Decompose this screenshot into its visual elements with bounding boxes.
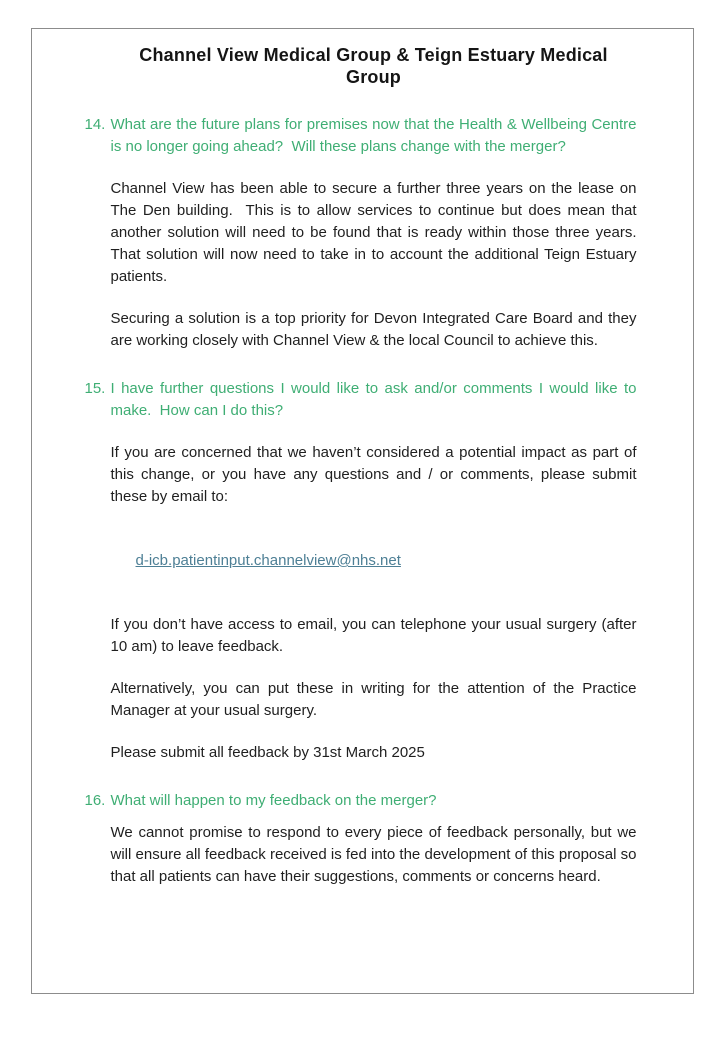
page-title: Channel View Medical Group & Teign Estuary Medical Group — [139, 45, 608, 87]
question-heading-14 — [84, 114, 641, 158]
feedback-deadline-text: Please submit all feedback by 31st March 2025 — [110, 744, 425, 761]
faq-item-16 — [84, 790, 641, 888]
document-page — [31, 28, 694, 994]
email-link[interactable]: d-icb.patientinput.channelview@nhs.net — [135, 552, 401, 569]
question-text: What are the future plans for premises now that the Health & Wellbeing Centre is no longer going ahead? Will these plans change with the merger? — [110, 116, 641, 155]
question-text: I have further questions I would like to ask and/or comments I would like to make. How can I do this? — [110, 380, 641, 419]
question-number: 16. — [84, 792, 106, 809]
email-link-paragraph — [111, 528, 637, 594]
faq-item-15 — [84, 378, 641, 764]
answer-paragraph: If you are concerned that we haven’t considered a potential impact as part of this change, or you have any questions and / or comments, please submit these by email to: — [110, 444, 641, 505]
faq-item-14 — [84, 114, 645, 352]
answer-paragraph: If you don’t have access to email, you can telephone your usual surgery (after 10 am) to leave feedback. — [110, 616, 641, 655]
question-heading-16 — [85, 790, 637, 812]
answer-paragraph: Alternatively, you can put these in writing for the attention of the Practice Manager at your usual surgery. — [110, 680, 641, 719]
answer-paragraph: We cannot promise to respond to every piece of feedback personally, but we will ensure all feedback received is fed into the development of this proposal so that all patients can have their suggestions, comments or concerns heard. — [110, 824, 641, 885]
question-heading-15 — [84, 378, 641, 422]
question-text: What will happen to my feedback on the merger? — [110, 792, 437, 809]
question-number: 14. — [84, 116, 106, 133]
answer-paragraph: Securing a solution is a top priority for Devon Integrated Care Board and they are working closely with Channel View & the local Council to achieve this. — [110, 310, 641, 349]
answer-paragraph: Channel View has been able to secure a further three years on the lease on The Den building. This is to allow services to continue but does mean that another solution will need to be found that is ready within those three years. That solution will now need to take in to account the additional Teign Estuary patients. — [110, 180, 645, 285]
question-number: 15. — [84, 380, 106, 397]
